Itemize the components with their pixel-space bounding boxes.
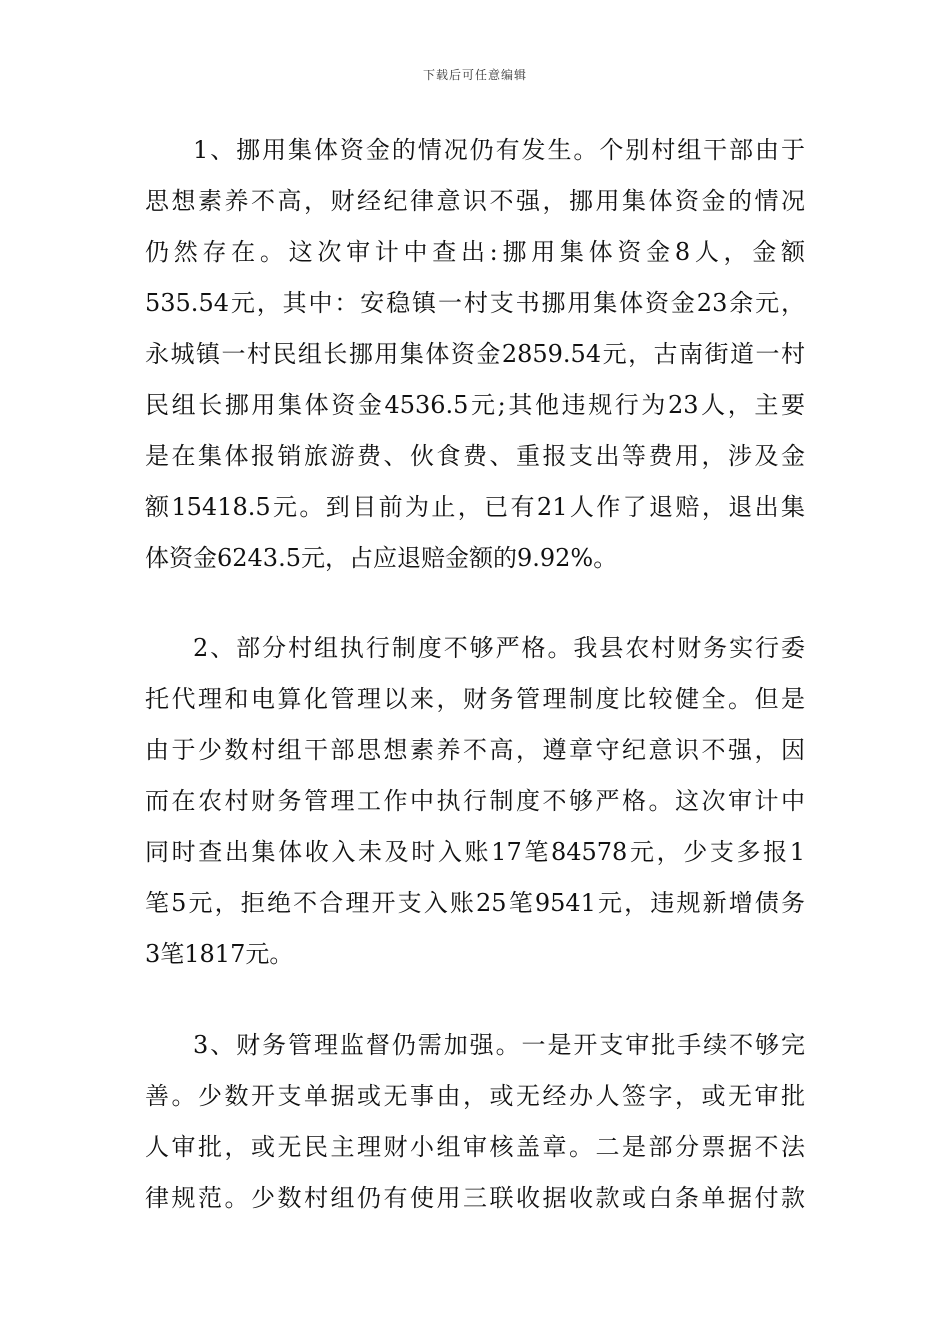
header-note: 下载后可任意编辑 <box>422 68 527 82</box>
paragraph-1-line-4: 535.54元，其中：安稳镇一村支书挪用集体资金23余元， <box>145 289 805 317</box>
paragraph-2-line-1: 2、部分村组执行制度不够严格。我县农村财务实行委 <box>193 634 805 662</box>
paragraph-1-line-9: 体资金6243.5元，占应退赔金额的9.92%。 <box>145 544 618 572</box>
paragraph-2-line-2: 托代理和电算化管理以来，财务管理制度比较健全。但是 <box>145 685 805 713</box>
paragraph-1-line-6: 民组长挪用集体资金4536.5元;其他违规行为23人，主要 <box>145 391 805 419</box>
paragraph-1-line-5: 永城镇一村民组长挪用集体资金2859.54元，古南街道一村 <box>145 340 805 368</box>
paragraph-1-line-8: 额15418.5元。到目前为止，已有21人作了退赔，退出集 <box>145 493 805 521</box>
paragraph-1-line-7: 是在集体报销旅游费、伙食费、重报支出等费用，涉及金 <box>145 442 805 470</box>
paragraph-2-line-6: 笔5元，拒绝不合理开支入账25笔9541元，违规新增债务 <box>145 889 805 917</box>
paragraph-2-line-5: 同时查出集体收入未及时入账17笔84578元，少支多报1 <box>145 838 805 866</box>
paragraph-2-line-3: 由于少数村组干部思想素养不高，遵章守纪意识不强，因 <box>145 736 805 764</box>
paragraph-1-line-1: 1、挪用集体资金的情况仍有发生。个别村组干部由于 <box>193 136 805 164</box>
paragraph-3-line-1: 3、财务管理监督仍需加强。一是开支审批手续不够完 <box>193 1031 805 1059</box>
paragraph-2-line-7: 3笔1817元。 <box>145 940 294 968</box>
paragraph-1-line-2: 思想素养不高，财经纪律意识不强，挪用集体资金的情况 <box>145 187 805 215</box>
paragraph-3-line-3: 人审批，或无民主理财小组审核盖章。二是部分票据不法 <box>145 1133 805 1161</box>
paragraph-3-line-4: 律规范。少数村组仍有使用三联收据收款或白条单据付款 <box>145 1184 805 1212</box>
paragraph-3-line-2: 善。少数开支单据或无事由，或无经办人签字，或无审批 <box>145 1082 805 1110</box>
paragraph-2-line-4: 而在农村财务管理工作中执行制度不够严格。这次审计中 <box>145 787 805 815</box>
paragraph-1-line-3: 仍然存在。这次审计中查出:挪用集体资金8人，金额 <box>145 238 805 266</box>
